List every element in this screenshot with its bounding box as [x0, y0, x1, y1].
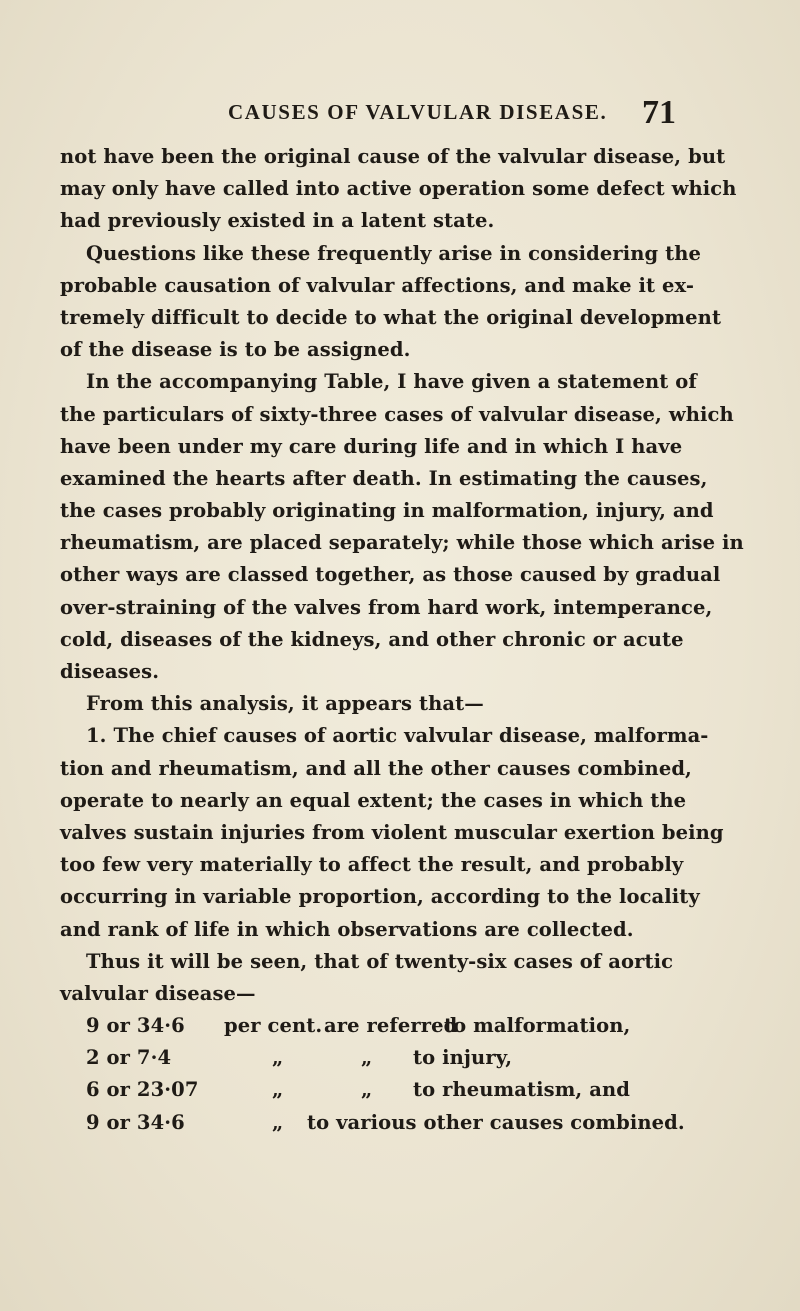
- text-line: probable causation of valvular affections, and make it ex-: [60, 273, 695, 297]
- statistics-cause: to rheumatism, and: [413, 1078, 630, 1102]
- text-line: the particulars of sixty-three cases of valvular disease, which: [60, 402, 734, 426]
- text-line: Questions like these frequently arise in considering the: [86, 241, 702, 265]
- statistics-unit: per cent.: [224, 1014, 323, 1038]
- statistics-row: [60, 1010, 655, 1042]
- statistics-row: [60, 1042, 655, 1074]
- text-line: In the accompanying Table, I have given a statement of: [86, 370, 697, 394]
- text-line: have been under my care during life and in which I have: [60, 434, 683, 458]
- text-line: of the disease is to be assigned.: [60, 338, 411, 362]
- text-line: 1. The chief causes of aortic valvular disease, malforma-: [86, 724, 709, 748]
- text-line: had previously existed in a latent state.: [60, 209, 495, 233]
- statistics-count: 9 or 34·6: [86, 1110, 185, 1134]
- statistics-row: [60, 1107, 685, 1139]
- statistics-cause: to malformation,: [444, 1014, 631, 1038]
- running-title: CAUSES OF VALVULAR DISEASE.: [228, 100, 608, 124]
- text-line: diseases.: [60, 660, 160, 683]
- text-line: occurring in variable proportion, according to the locality: [60, 885, 700, 909]
- statistics-row: [60, 1074, 655, 1106]
- text-line: rheumatism, are placed separately; while those which arise in: [60, 531, 744, 555]
- statistics-ditto: „: [361, 1078, 373, 1102]
- statistics-count: 6 or 23·07: [86, 1078, 199, 1102]
- body-text: [60, 141, 744, 1139]
- text-line: valvular disease—: [60, 981, 256, 1005]
- text-line: operate to nearly an equal extent; the cases in which the: [60, 788, 687, 812]
- statistics-ditto: „: [272, 1046, 284, 1070]
- text-line: other ways are classed together, as those caused by gradual: [60, 563, 721, 587]
- statistics-count: 9 or 34·6: [86, 1014, 185, 1038]
- text-line: tion and rheumatism, and all the other causes combined,: [60, 756, 692, 780]
- text-line: examined the hearts after death. In estimating the causes,: [60, 466, 708, 490]
- statistics-ditto: „: [361, 1046, 373, 1070]
- text-line: over-straining of the valves from hard work, intemperance,: [60, 595, 713, 619]
- text-line: From this analysis, it appears that—: [86, 692, 484, 716]
- text-line: cold, diseases of the kidneys, and other chronic or acute: [60, 627, 684, 651]
- text-line: valves sustain injuries from violent muscular exertion being: [60, 820, 724, 844]
- text-line: too few very materially to affect the result, and probably: [60, 853, 684, 877]
- text-line: may only have called into active operation some defect which: [60, 177, 737, 201]
- page-header: [0, 96, 800, 136]
- statistics-ditto: „: [272, 1110, 284, 1134]
- text-line: tremely difficult to decide to what the original development: [60, 305, 722, 329]
- text-line: the cases probably originating in malformation, injury, and: [60, 499, 714, 523]
- text-line: and rank of life in which observations are collected.: [60, 917, 634, 941]
- statistics-verb: are referred: [324, 1014, 458, 1038]
- statistics-ditto: „: [272, 1078, 284, 1102]
- page-number: 71: [642, 94, 676, 131]
- statistics-cause: to injury,: [413, 1046, 513, 1070]
- statistics-cause: to various other causes combined.: [307, 1110, 685, 1134]
- statistics-count: 2 or 7·4: [86, 1046, 172, 1070]
- text-line: Thus it will be seen, that of twenty-six cases of aortic: [86, 949, 674, 973]
- text-line: not have been the original cause of the valvular disease, but: [60, 145, 726, 168]
